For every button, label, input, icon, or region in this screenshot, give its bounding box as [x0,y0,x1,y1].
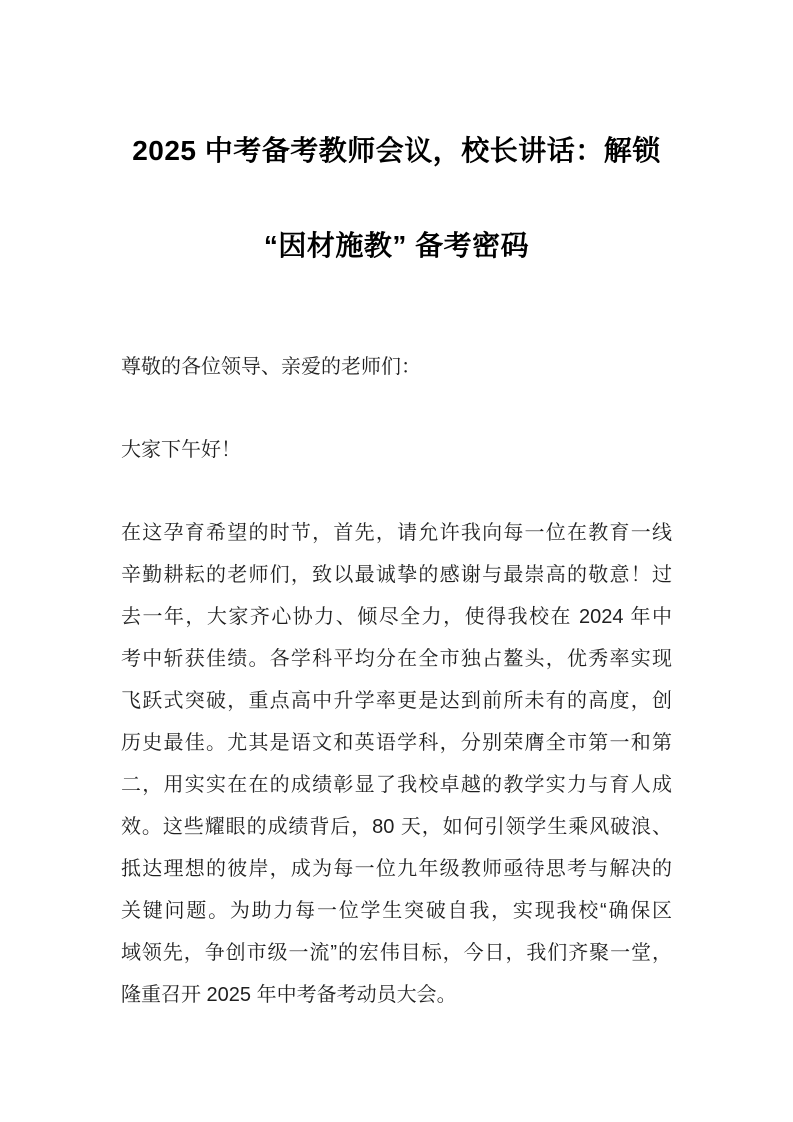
body-line: 抵达理想的彼岸，成为每一位九年级教师亟待思考与解决的 [121,858,672,880]
document-title [121,103,672,293]
body-line: 效。这些耀眼的成绩背后，80 天，如何引领学生乘风破浪、 [121,816,672,838]
body-line: 考中斩获佳绩。各学科平均分在全市独占鳌头，优秀率实现 [121,648,672,670]
body-line: 飞跃式突破，重点高中升学率更是达到前所未有的高度，创 [121,690,672,712]
salutation-line: 尊敬的各位领导、亲爱的老师们： [121,356,421,378]
body-line: 去一年，大家齐心协力、倾尽全力，使得我校在 2024 年中 [121,606,672,628]
body-line: 隆重召开 2025 年中考备考动员大会。 [121,984,457,1006]
body-paragraph [121,512,672,1016]
body-line: 辛勤耕耘的老师们，致以最诚挚的感谢与最崇高的敬意！过 [121,564,672,586]
document-title-line-1: 2025 中考备考教师会议，校长讲话：解锁 [132,135,661,166]
document-title-line-2: “因材施教” 备考密码 [263,230,530,261]
greeting-line: 大家下午好！ [121,439,241,461]
body-line: 在这孕育希望的时节，首先，请允许我向每一位在教育一线 [121,522,672,544]
body-line: 二，用实实在在的成绩彰显了我校卓越的教学实力与育人成 [121,774,672,796]
body-line: 域领先，争创市级一流”的宏伟目标，今日，我们齐聚一堂， [121,942,672,964]
body-line: 关键问题。为助力每一位学生突破自我，实现我校“确保区 [121,900,672,922]
body-line: 历史最佳。尤其是语文和英语学科，分别荣膺全市第一和第 [121,732,672,754]
